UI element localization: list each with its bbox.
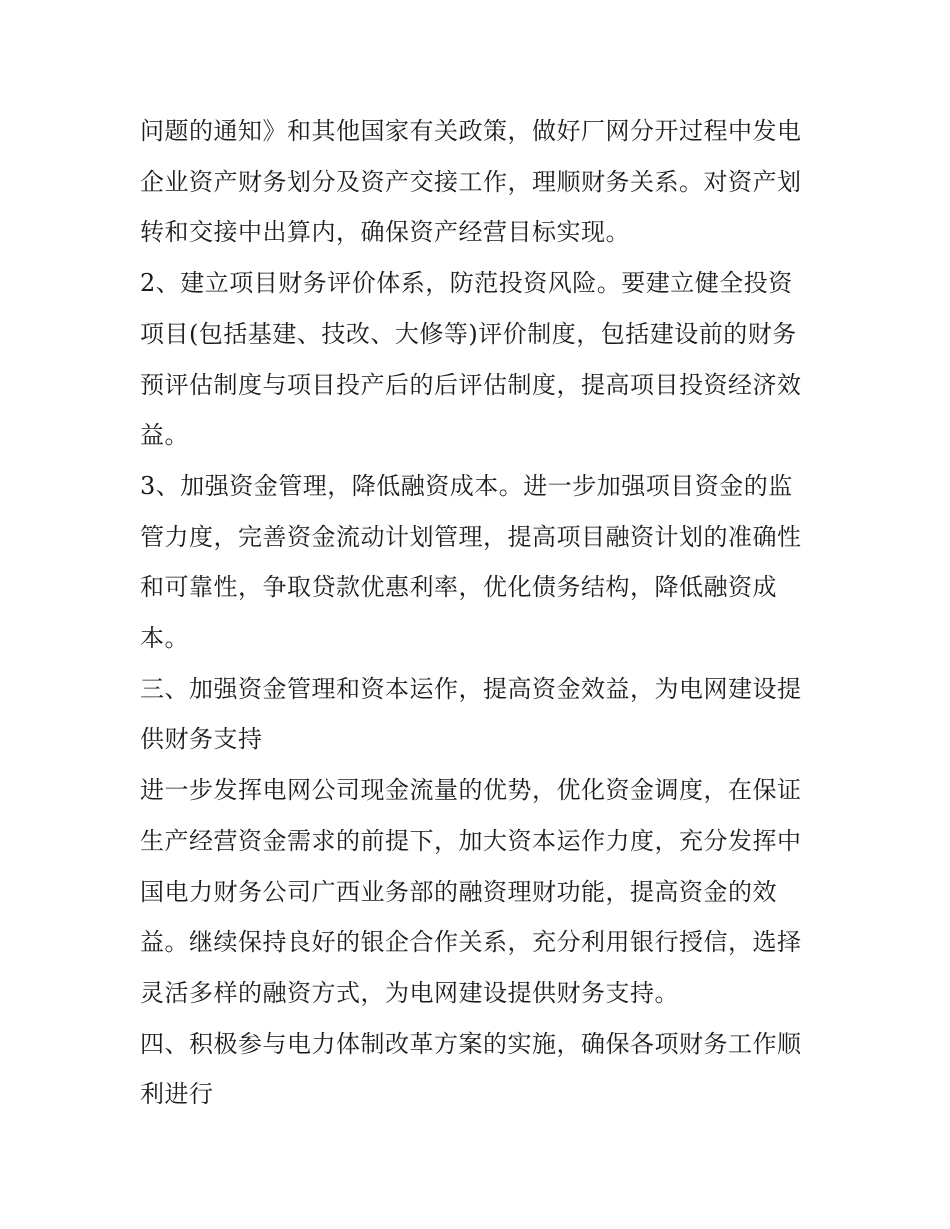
paragraph-item-2: 2、建立项目财务评价体系，防范投资风险。要建立健全投资项目(包括基建、技改、大修等)评价制度，包括建设前的财务预评估制度与项目投产后的后评估制度，提高项目投资经济效益。 <box>140 269 802 450</box>
paragraph-section-3-body: 进一步发挥电网公司现金流量的优势，优化资金调度，在保证生产经营资金需求的前提下，加大资本运作力度，充分发挥中国电力财务公司广西业务部的融资理财功能，提高资金的效益。继续保持良好的银企合作关系，充分利用银行授信，选择灵活多样的融资方式，为电网建设提供财务支持。 <box>140 776 802 1007</box>
section-heading-3: 三、加强资金管理和资本运作，提高资金效益，为电网建设提供财务支持 <box>140 674 802 754</box>
section-heading-4: 四、积极参与电力体制改革方案的实施，确保各项财务工作顺利进行 <box>140 1029 802 1109</box>
document-body <box>140 106 815 1120</box>
paragraph-continuation: 问题的通知》和其他国家有关政策，做好厂网分开过程中发电企业资产财务划分及资产交接工作，理顺财务关系。对资产划转和交接中出算内，确保资产经营目标实现。 <box>140 117 802 247</box>
paragraph-item-3: 3、加强资金管理，降低融资成本。进一步加强项目资金的监管力度，完善资金流动计划管理，提高项目融资计划的准确性和可靠性，争取贷款优惠利率，优化债务结构，降低融资成本。 <box>140 471 802 653</box>
